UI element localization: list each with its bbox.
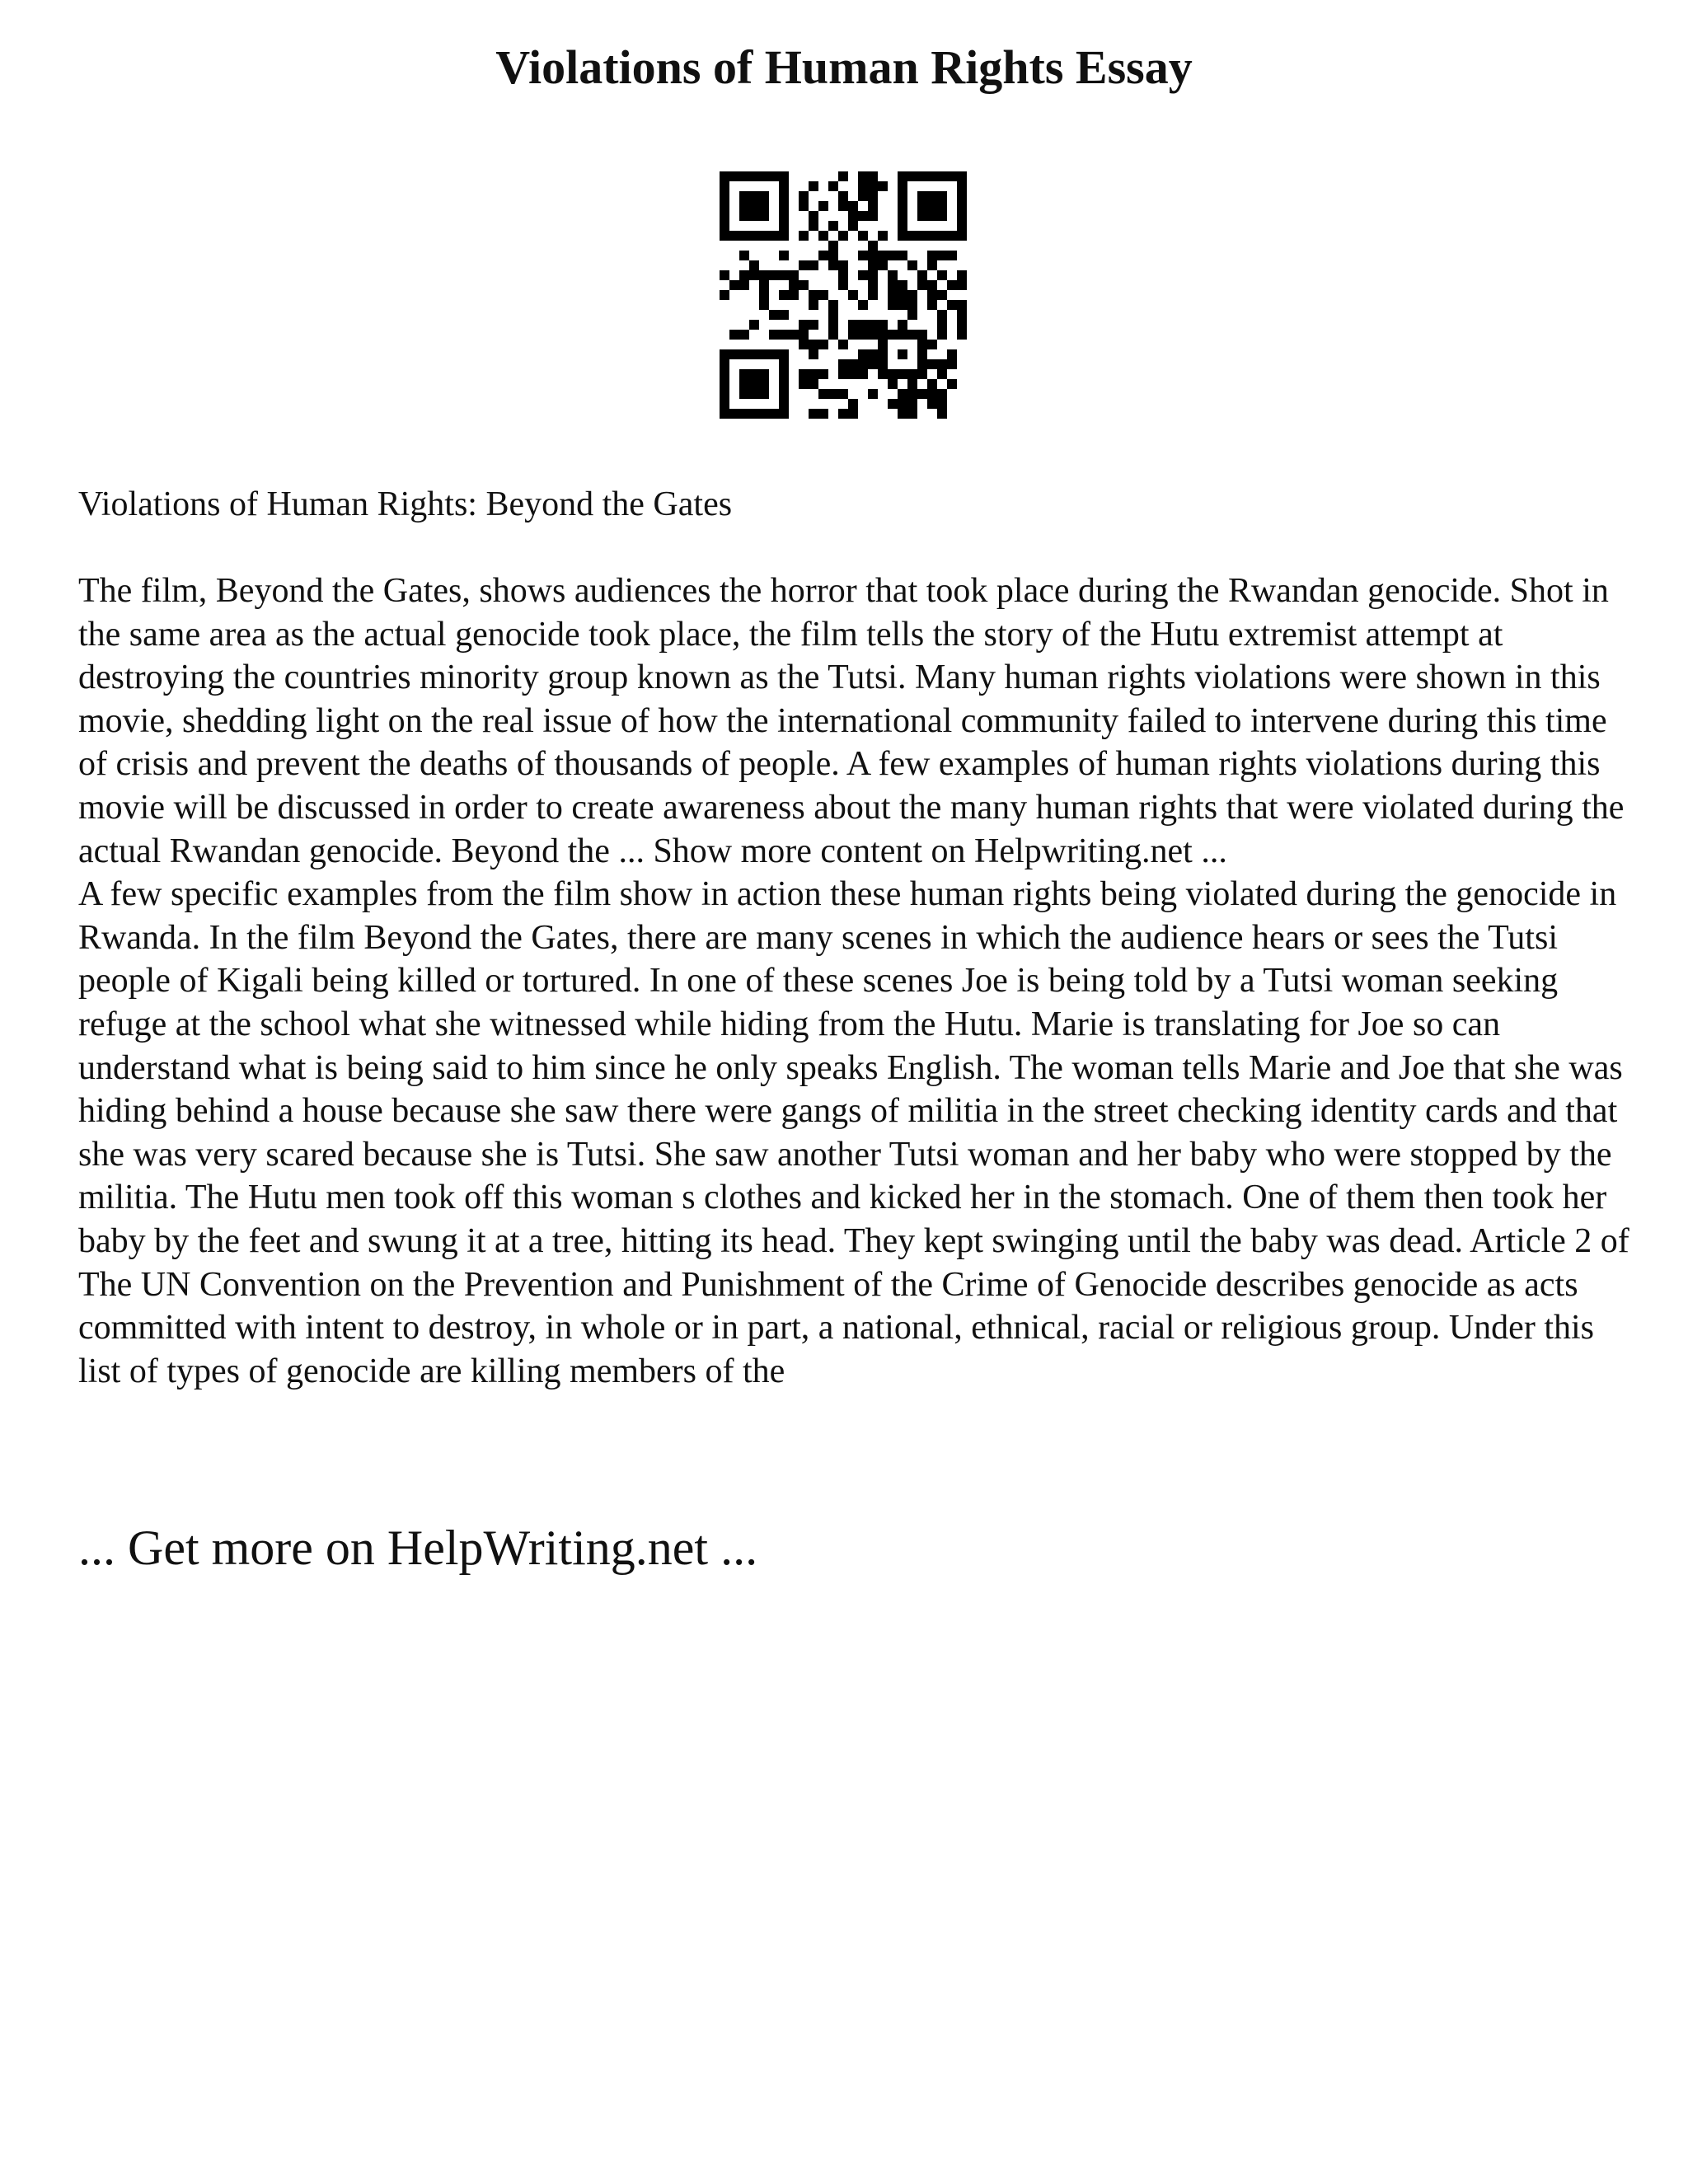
paragraph: The film, Beyond the Gates, shows audiences the horror that took place during the Rwandan genocide. Shot in the same area as the actual genocide took place, the film tells the story of the Hutu extremist attempt at destroying the countries minority group known as the Tutsi. Many human rights violations were shown in this movie, shedding light on the real issue of how the international community failed to intervene during this time of crisis and prevent the deaths of thousands of people. A few examples of human rights violations during this movie will be discussed in order to create awareness about the many human rights that were violated during the actual Rwandan genocide. Beyond the ... Show more content on Helpwriting.net ...	[78, 572, 1625, 870]
essay-subtitle: Violations of Human Rights: Beyond the Gates	[78, 485, 733, 523]
paragraph: A few specific examples from the film show in action these human rights being violated during the genocide in Rwanda. In the film Beyond the Gates, there are many scenes in which the audience hears or sees the Tutsi people of Kigali being killed or tortured. In one of these scenes Joe is being told by a Tutsi woman seeking refuge at the school what she witnessed while hiding from the Hutu. Marie is translating for Joe so can understand what is being said to him since he only speaks English. The woman tells Marie and Joe that she was hiding behind a house because she saw there were gangs of militia in the street checking identity cards and that she was very scared because she is Tutsi. She saw another Tutsi woman and her baby who were stopped by the militia. The Hutu men took off this woman s clothes and kicked her in the stomach. One of them then took her baby by the feet and swung it at a tree, hitting its head. They kept swinging until the baby was dead. Article 2 of The UN Convention on the Prevention and Punishment of the Crime of Genocide describes genocide as acts committed with intent to destroy, in whole or in part, a national, ethnical, racial or religious group. Under this list of types of genocide are killing members of the	[78, 875, 1629, 1390]
essay-body	[78, 569, 1636, 1393]
get-more-link[interactable]: ... Get more on HelpWriting.net ...	[78, 1521, 758, 1575]
qr-code-icon	[720, 171, 967, 419]
page-title: Violations of Human Rights Essay	[495, 40, 1193, 94]
